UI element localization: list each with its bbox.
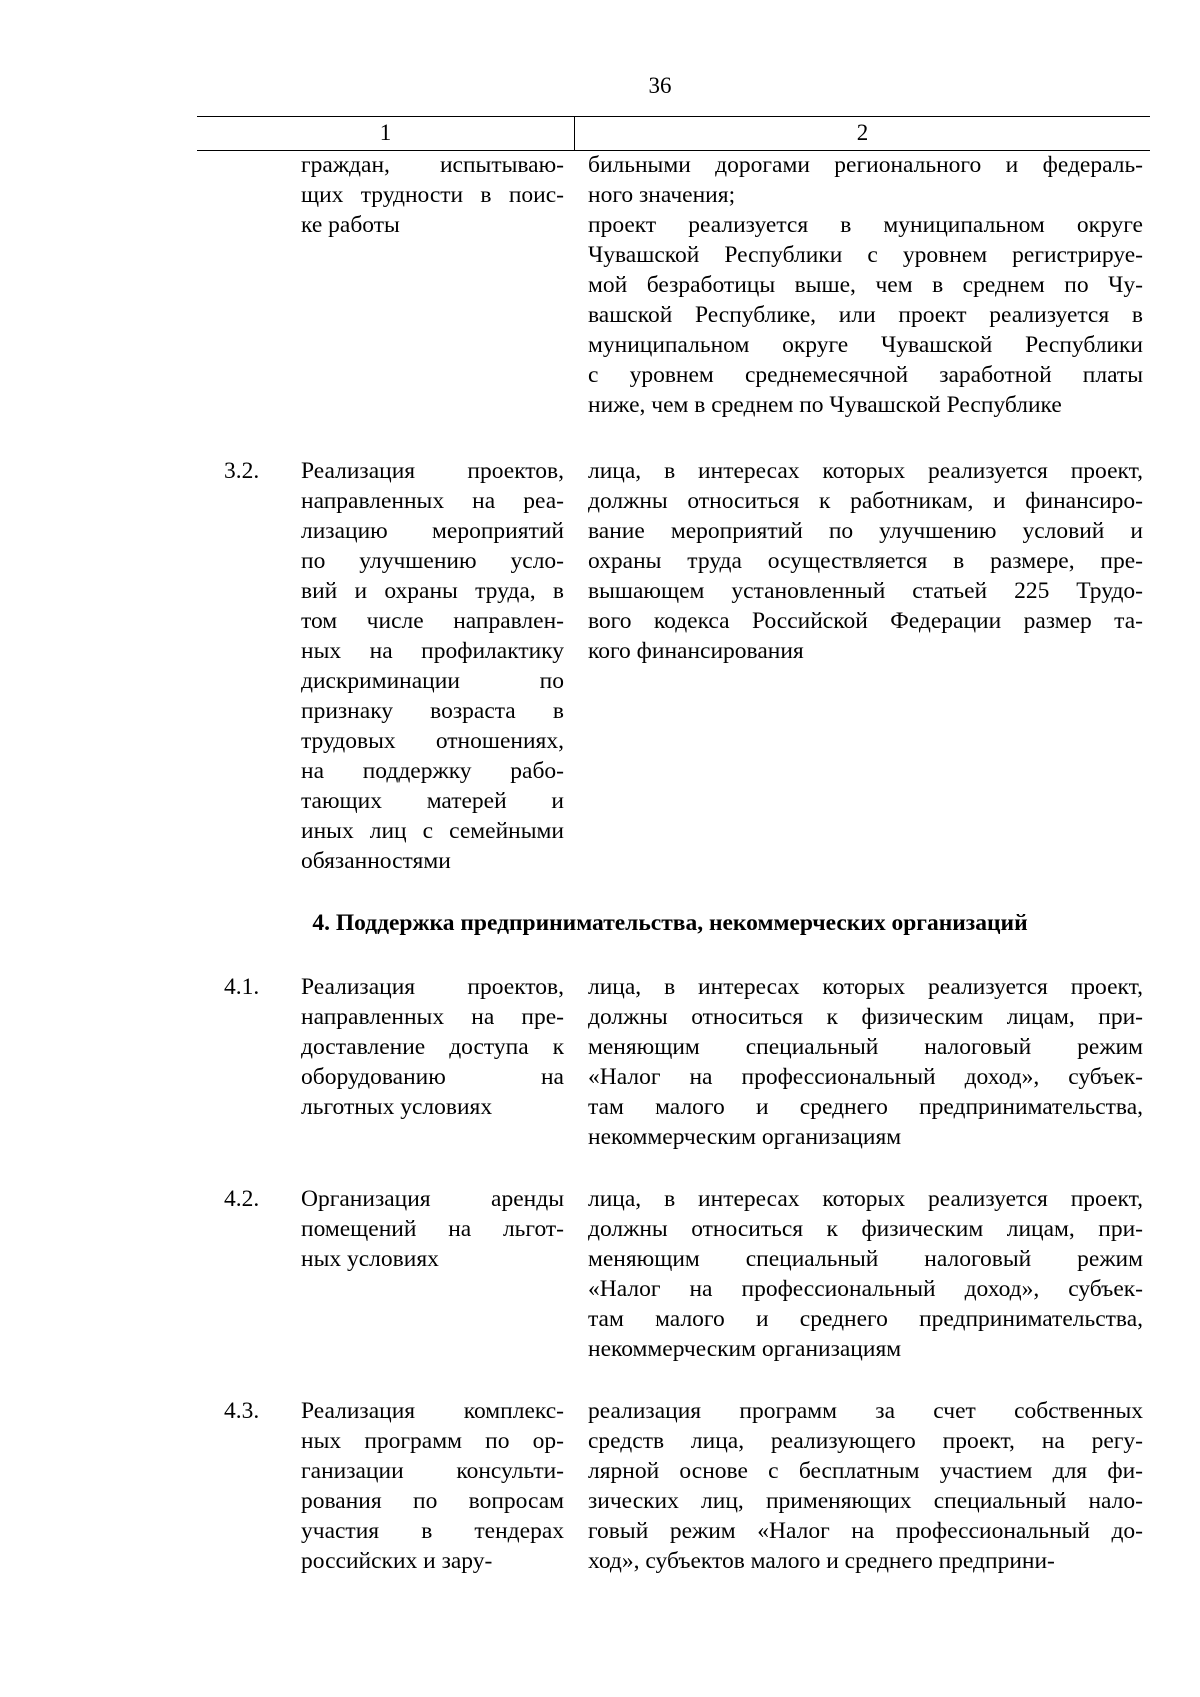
text-line: ход», субъектов малого и среднего предприни- bbox=[588, 1548, 1055, 1574]
row-col2 bbox=[588, 972, 1143, 1152]
text-line: должны относиться к физическим лицам, при- bbox=[588, 1004, 1143, 1030]
text-line: меняющим специальный налоговый режим bbox=[588, 1246, 1143, 1272]
text-line: рования по вопросам bbox=[301, 1488, 564, 1514]
text-line: должны относиться к работникам, и финансиро- bbox=[588, 488, 1143, 514]
text-line: проект реализуется в муниципальном округе bbox=[588, 212, 1143, 238]
page-number: 36 bbox=[648, 73, 672, 98]
continuation-col2 bbox=[588, 150, 1143, 420]
text-line: «Налог на профессиональный доход», субъек- bbox=[588, 1276, 1143, 1302]
row-col1 bbox=[301, 1184, 564, 1274]
text-line: лица, в интересах которых реализуется проект, bbox=[588, 458, 1143, 484]
text-line: «Налог на профессиональный доход», субъек- bbox=[588, 1064, 1143, 1090]
table-header-col1: 1 bbox=[197, 117, 575, 150]
text-line: лизацию мероприятий bbox=[301, 518, 564, 544]
text-line: щих трудности в поис- bbox=[301, 182, 564, 208]
text-line: вание мероприятий по улучшению условий и bbox=[588, 518, 1143, 544]
text-line: меняющим специальный налоговый режим bbox=[588, 1034, 1143, 1060]
text-line: направленных на пре- bbox=[301, 1004, 564, 1030]
text-line: говый режим «Налог на профессиональный до- bbox=[588, 1518, 1143, 1544]
text-line: вий и охраны труда, в bbox=[301, 578, 564, 604]
text-line: ных условиях bbox=[301, 1246, 439, 1272]
text-line: ке работы bbox=[301, 212, 400, 238]
text-line: иных лиц с семейными bbox=[301, 818, 564, 844]
text-line: лица, в интересах которых реализуется проект, bbox=[588, 974, 1143, 1000]
text-line: бильными дорогами регионального и федераль- bbox=[588, 152, 1143, 178]
text-line: некоммерческим организациям bbox=[588, 1124, 902, 1150]
text-line: направленных на реа- bbox=[301, 488, 564, 514]
text-line: средств лица, реализующего проект, на регу- bbox=[588, 1428, 1143, 1454]
text-line: некоммерческим организациям bbox=[588, 1336, 902, 1362]
row-col1 bbox=[301, 456, 564, 876]
text-line: лярной основе с бесплатным участием для фи- bbox=[588, 1458, 1143, 1484]
text-line: признаку возраста в bbox=[301, 698, 564, 724]
text-line: мой безработицы выше, чем в среднем по Чу- bbox=[588, 272, 1143, 298]
continuation-col1 bbox=[301, 150, 564, 240]
text-line: помещений на льгот- bbox=[301, 1216, 564, 1242]
text-line: обязанностями bbox=[301, 848, 451, 874]
row-number: 3.2. bbox=[224, 458, 260, 484]
text-line: Реализация проектов, bbox=[301, 974, 564, 1000]
text-line: тающих матерей и bbox=[301, 788, 564, 814]
text-line: оборудованию на bbox=[301, 1064, 564, 1090]
table-header-col2: 2 bbox=[856, 120, 869, 145]
text-line: там малого и среднего предпринимательства, bbox=[588, 1306, 1143, 1332]
row-col2 bbox=[588, 456, 1143, 666]
text-line: дискриминации по bbox=[301, 668, 564, 694]
text-line: зических лиц, применяющих специальный нало- bbox=[588, 1488, 1143, 1514]
text-line: должны относиться к физическим лицам, при- bbox=[588, 1216, 1143, 1242]
text-line: ного значения; bbox=[588, 182, 736, 208]
text-line: лица, в интересах которых реализуется проект, bbox=[588, 1186, 1143, 1212]
text-line: кого финансирования bbox=[588, 638, 804, 664]
text-line: трудовых отношениях, bbox=[301, 728, 564, 754]
text-line: Организация аренды bbox=[301, 1186, 564, 1212]
row-col1 bbox=[301, 972, 564, 1122]
table-header bbox=[197, 116, 1150, 151]
text-line: ных программ по ор- bbox=[301, 1428, 564, 1454]
text-line: льготных условиях bbox=[301, 1094, 493, 1120]
row-col1 bbox=[301, 1396, 564, 1576]
row-number: 4.1. bbox=[224, 974, 260, 1000]
text-line: охраны труда осуществляется в размере, пре- bbox=[588, 548, 1143, 574]
row-number: 4.2. bbox=[224, 1186, 260, 1212]
text-line: российских и зару- bbox=[301, 1548, 493, 1574]
text-line: муниципальном округе Чувашской Республики bbox=[588, 332, 1143, 358]
text-line: Чувашской Республики с уровнем регистрируе- bbox=[588, 242, 1143, 268]
text-line: вашской Республике, или проект реализуется в bbox=[588, 302, 1143, 328]
section-heading: 4. Поддержка предпринимательства, некоммерческих организаций bbox=[312, 910, 1028, 936]
text-line: Реализация комплекс- bbox=[301, 1398, 564, 1424]
text-line: с уровнем среднемесячной заработной платы bbox=[588, 362, 1143, 388]
text-line: на поддержку рабо- bbox=[301, 758, 564, 784]
text-line: граждан, испытываю- bbox=[301, 152, 564, 178]
text-line: реализация программ за счет собственных bbox=[588, 1398, 1143, 1424]
text-line: ниже, чем в среднем по Чувашской Республике bbox=[588, 392, 1062, 418]
text-line: том числе направлен- bbox=[301, 608, 564, 634]
row-col2 bbox=[588, 1184, 1143, 1364]
text-line: участия в тендерах bbox=[301, 1518, 564, 1544]
text-line: Реализация проектов, bbox=[301, 458, 564, 484]
row-number: 4.3. bbox=[224, 1398, 260, 1424]
text-line: вого кодекса Российской Федерации размер та- bbox=[588, 608, 1143, 634]
text-line: ганизации консульти- bbox=[301, 1458, 564, 1484]
row-col2 bbox=[588, 1396, 1143, 1576]
text-line: вышающем установленный статьей 225 Трудо- bbox=[588, 578, 1143, 604]
text-line: по улучшению усло- bbox=[301, 548, 564, 574]
text-line: там малого и среднего предпринимательства, bbox=[588, 1094, 1143, 1120]
text-line: ных на профилактику bbox=[301, 638, 564, 664]
text-line: доставление доступа к bbox=[301, 1034, 564, 1060]
